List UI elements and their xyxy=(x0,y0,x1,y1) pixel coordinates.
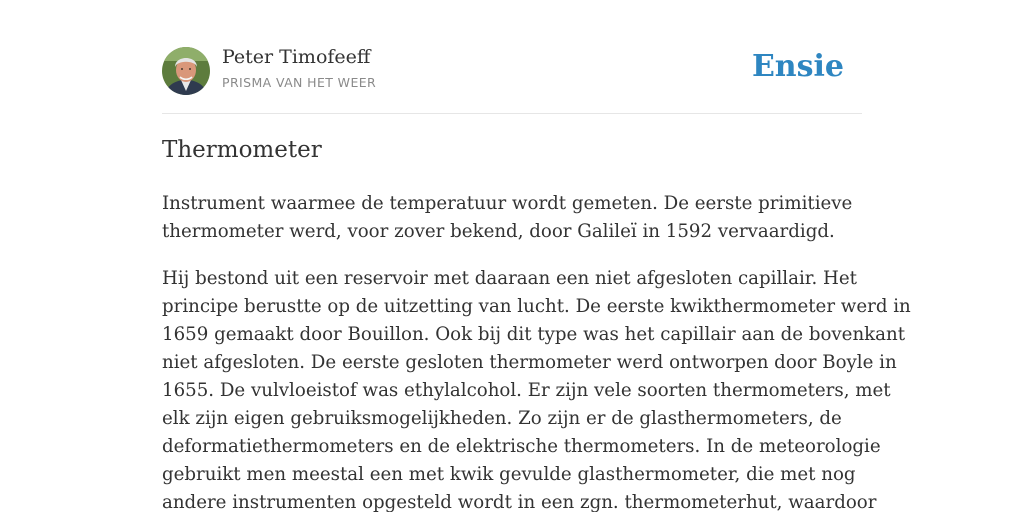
text-line: 1655. De vulvloeistof was ethylalcohol. Er zijn vele soorten thermometers, met xyxy=(162,380,891,401)
header-divider xyxy=(162,113,862,114)
text-line: Instrument waarmee de temperatuur wordt gemeten. De eerste primitieve xyxy=(162,193,853,214)
text-line: 1659 gemaakt door Bouillon. Ook bij dit type was het capillair aan de bovenkant xyxy=(162,324,906,345)
ensie-logo[interactable]: Ensie xyxy=(751,49,844,84)
paragraph xyxy=(162,190,862,246)
entry-body xyxy=(162,190,911,512)
text-line: Hij bestond uit een reservoir met daaraan een niet afgesloten capillair. Het xyxy=(162,268,857,289)
author-name[interactable]: Peter Timofeeff xyxy=(222,46,371,68)
entry-title: Thermometer xyxy=(162,137,322,163)
text-line: gebruikt men meestal een met kwik gevulde glasthermometer, die met nog xyxy=(162,464,856,485)
text-line: thermometer werd, voor zover bekend, door Galileï in 1592 vervaardigd. xyxy=(162,221,835,242)
paragraph xyxy=(162,265,911,512)
text-line: principe berustte op de uitzetting van lucht. De eerste kwikthermometer werd in xyxy=(162,296,911,317)
text-line: deformatiethermometers en de elektrische thermometers. In de meteorologie xyxy=(162,436,881,457)
text-line: andere instrumenten opgesteld wordt in een zgn. thermometerhut, waardoor xyxy=(162,492,877,512)
text-line: elk zijn eigen gebruiksmogelijkheden. Zo zijn er de glasthermometers, de xyxy=(162,408,842,429)
author-avatar[interactable] xyxy=(162,47,210,95)
entry-header xyxy=(162,46,862,96)
source-name[interactable]: PRISMA VAN HET WEER xyxy=(222,75,377,90)
text-line: niet afgesloten. De eerste gesloten thermometer werd ontworpen door Boyle in xyxy=(162,352,897,373)
